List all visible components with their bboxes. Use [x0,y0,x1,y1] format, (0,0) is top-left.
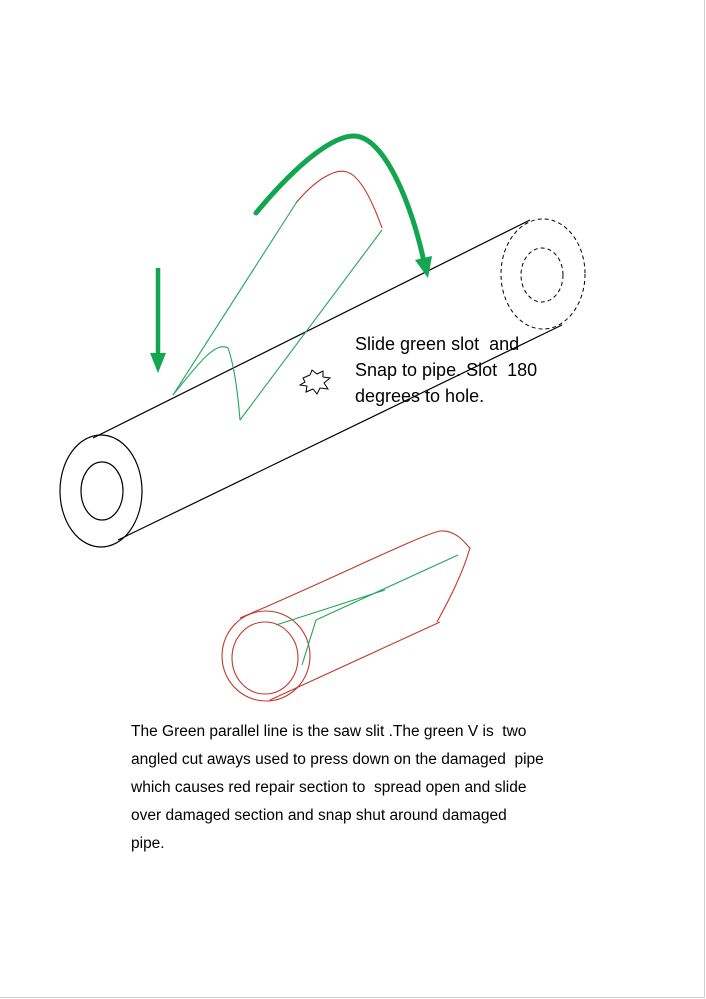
down-arrow [150,268,166,373]
repair-slit-line-3 [302,620,316,665]
curved-arrow-shaft [256,136,424,262]
upper-sleeve-red-outline [296,171,382,228]
pipe-end-inner [81,462,123,520]
repair-end-inner [232,622,298,694]
repair-slit-line-2 [316,555,458,620]
damage-burst-icon [300,370,330,394]
caption-line: angled cut aways used to press down on the damaged pipe [131,751,544,768]
upper-slot-line-left [173,200,298,395]
down-arrow-head [150,353,166,373]
curved-arrow [256,136,432,278]
note-line: degrees to hole. [355,386,485,406]
repair-section [222,531,470,701]
pipe-far-end [501,219,585,329]
pipe-end-outer [60,435,142,547]
curved-arrow-head [415,256,432,278]
upper-slot-v-cut [173,347,240,420]
note-line: Slide green slot and [355,334,520,354]
caption-line: The Green parallel line is the saw slit .The green V is two [131,723,527,740]
caption-line: pipe. [131,835,165,852]
note-line: Snap to pipe. Slot 180 [355,360,538,380]
pipe-far-end-outer [501,219,585,329]
pipe-far-end-inner [521,248,563,302]
caption-paragraph [131,718,601,858]
instruction-note [355,331,585,409]
repair-bottom-edge [270,622,440,700]
caption-line: over damaged section and snap shut around damaged [131,807,507,824]
caption-line: which causes red repair section to spread open and slide [131,779,527,796]
repair-top-edge [240,531,470,622]
